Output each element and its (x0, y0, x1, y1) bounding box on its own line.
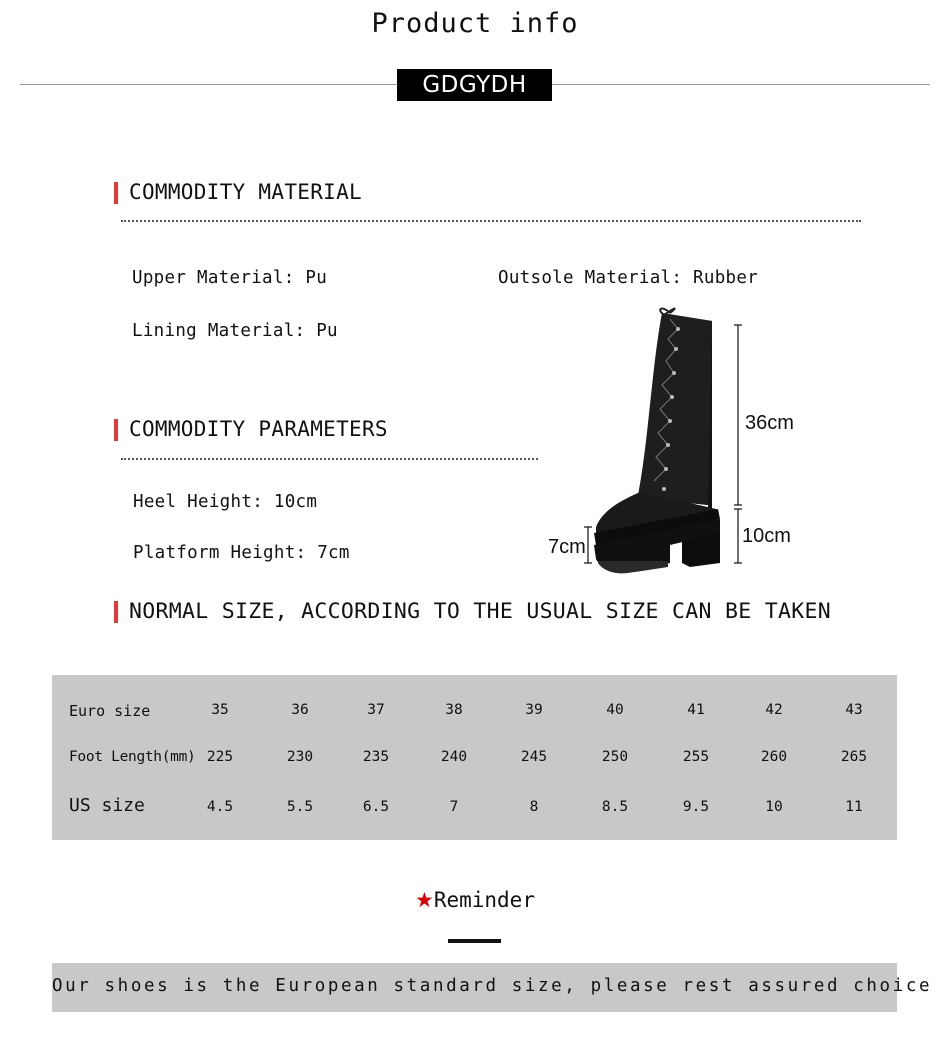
table-cell: 5.5 (286, 799, 314, 815)
reminder-underline (448, 939, 501, 943)
reminder-title: Reminder (433, 888, 535, 912)
table-cell: 38 (445, 702, 463, 718)
table-cell: 40 (606, 702, 624, 718)
table-cell: 43 (845, 702, 863, 718)
section-accent-bar (114, 419, 118, 441)
table-cell: 42 (765, 702, 783, 718)
section-accent-bar (114, 182, 118, 204)
brand-label: GDGYDH (397, 69, 552, 101)
table-cell: 9.5 (682, 799, 710, 815)
parameters-section-title: COMMODITY PARAMETERS (129, 417, 388, 441)
star-icon: ★ (415, 888, 434, 912)
reminder-heading (0, 888, 950, 912)
table-cell: 255 (682, 749, 710, 765)
table-cell: 240 (440, 749, 468, 765)
table-cell: 230 (286, 749, 314, 765)
table-row-label: US size (69, 795, 145, 816)
table-cell: 6.5 (362, 799, 390, 815)
table-cell: 7 (449, 799, 459, 815)
heel-height-label: 10cm (742, 525, 791, 547)
table-cell: 11 (845, 799, 863, 815)
table-row-label: Euro size (69, 702, 151, 720)
outsole-material: Outsole Material: Rubber (498, 268, 759, 288)
material-dotted-divider (121, 220, 861, 222)
table-cell: 8 (529, 799, 539, 815)
table-cell: 10 (765, 799, 783, 815)
table-cell: 225 (206, 749, 234, 765)
table-cell: 250 (601, 749, 629, 765)
table-cell: 39 (525, 702, 543, 718)
parameters-dotted-divider (121, 458, 538, 460)
table-cell: 8.5 (601, 799, 629, 815)
size-section-title: NORMAL SIZE, ACCORDING TO THE USUAL SIZE CAN BE TAKEN (129, 599, 831, 624)
lining-material: Lining Material: Pu (132, 321, 338, 341)
table-cell: 41 (687, 702, 705, 718)
platform-height-label: 7cm (548, 536, 586, 558)
platform-height: Platform Height: 7cm (133, 543, 350, 563)
table-cell: 4.5 (206, 799, 234, 815)
table-cell: 235 (362, 749, 390, 765)
table-cell: 260 (760, 749, 788, 765)
shaft-height-label: 36cm (745, 412, 794, 434)
page-title: Product info (371, 8, 579, 39)
reminder-text: Our shoes is the European standard size, please rest assured choice (52, 976, 933, 996)
upper-material: Upper Material: Pu (132, 268, 328, 288)
table-cell: 36 (291, 702, 309, 718)
table-cell: 37 (367, 702, 385, 718)
table-cell: 265 (840, 749, 868, 765)
section-accent-bar (114, 601, 118, 623)
heel-height: Heel Height: 10cm (133, 492, 318, 512)
boot-image (594, 309, 720, 574)
table-cell: 35 (211, 702, 229, 718)
table-row-label: Foot Length(mm) (69, 749, 196, 765)
table-cell: 245 (520, 749, 548, 765)
material-section-title: COMMODITY MATERIAL (129, 180, 362, 204)
